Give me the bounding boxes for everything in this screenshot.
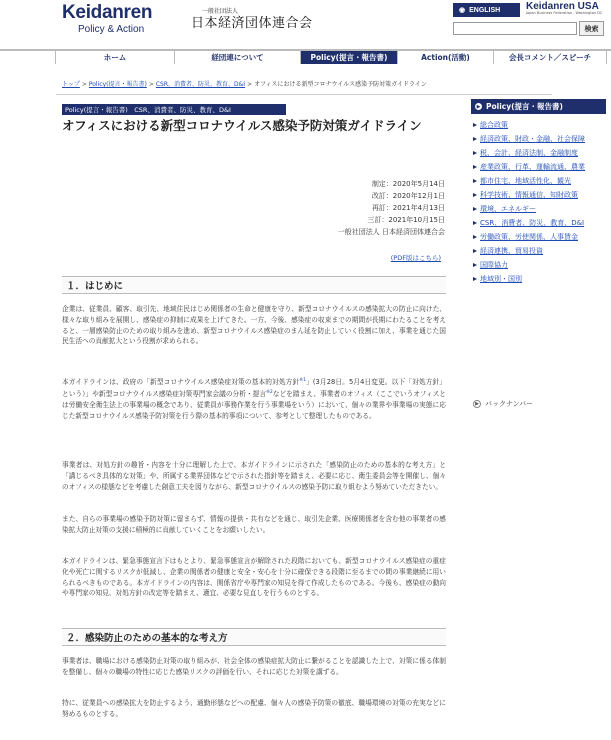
- breadcrumb: トップ > Policy(提言・報告書) > CSR、消費者、防災、教育、D&I > オフィスにおける新型コロナウイルス感染予防対策ガイドライン: [62, 81, 427, 88]
- sidebar-item-intl[interactable]: 国際協力: [473, 260, 607, 271]
- english-button[interactable]: [453, 3, 520, 17]
- sidebar-item-region[interactable]: 地域別・国別: [473, 274, 607, 285]
- nav-policy[interactable]: Policy(提言・報告書): [301, 51, 398, 64]
- paragraph: 本ガイドラインは、緊急事態宣言下はもとより、緊急事態宣言が解除された段階においても、新型コロナウイルス感染症の重症化や死亡に関するリスクが低減し、企業の関係者の健康と安全・安心を十分に確保できる段階に至るまでの間の事業継続に用いられるべきものである。本ガイドラインの内容は、関係省庁や専門家の知見を得て作成したものである。今後も、感染症の動向や専門家の知見、対処方針の改定等を踏まえ、適宜、必要な見直しを行うものとする。: [62, 557, 446, 598]
- meta-revised: 改訂：2020年12月1日: [371, 192, 445, 200]
- nav-about[interactable]: 経団連について: [175, 51, 301, 64]
- breadcrumb-current: オフィスにおける新型コロナウイルス感染予防対策ガイドライン: [254, 81, 427, 88]
- search-button[interactable]: 検索: [579, 21, 604, 36]
- section-heading-1: １．はじめに: [62, 276, 446, 294]
- sidebar-item-csr[interactable]: CSR、消費者、防災、教育、D&I: [473, 218, 607, 229]
- section-heading-2: ２．感染防止のための基本的な考え方: [62, 628, 446, 646]
- sidebar-heading: [471, 99, 606, 114]
- usa-logo-sub: Japan Business Federation - Washington DC: [526, 11, 603, 15]
- search-input[interactable]: [453, 22, 577, 35]
- sidebar-item-urban[interactable]: 都市住宅、地域活性化、観光: [473, 176, 607, 187]
- category-tag: Policy(提言・報告書) CSR、消費者、防災、教育、D&I: [62, 104, 286, 115]
- english-label: ENGLISH: [469, 6, 501, 14]
- sidebar-item-industry[interactable]: 産業政策、行革、運輸流通、農業: [473, 162, 607, 173]
- sidebar-item-general[interactable]: 総合政策: [473, 120, 607, 131]
- chevron-right-icon: ▶: [476, 103, 481, 110]
- back-number-label: バックナンバー: [485, 400, 534, 408]
- pdf-link[interactable]: (PDF版はこちら): [390, 254, 441, 262]
- nav-home[interactable]: ホーム: [55, 51, 175, 64]
- logo-jp[interactable]: 日本経済団体連合会: [191, 16, 313, 31]
- logo-subtitle: Policy & Action: [78, 24, 145, 35]
- article-meta: [338, 178, 445, 238]
- main-nav: [0, 49, 611, 64]
- paragraph: また、自らの事業場の感染予防対策に留まらず、情報の提供・共有などを通じ、取引先企業、医療関係者を含む他の事業者の感染拡大防止対策の支援に積極的に貢献していくことをお願いしたい。: [62, 515, 446, 534]
- globe-icon: ◉: [459, 7, 466, 14]
- breadcrumb-policy[interactable]: Policy(提言・報告書): [88, 81, 147, 88]
- page-title: オフィスにおける新型コロナウイルス感染予防対策ガイドライン: [62, 118, 422, 133]
- keidanren-usa-logo[interactable]: [526, 1, 606, 19]
- sidebar-item-science[interactable]: 科学技術、情報通信、知財政策: [473, 190, 607, 201]
- paragraph: 本ガイドラインは、政府の「新型コロナウイルス感染症対策の基本的対処方針$^{※1}$」(3月28日。5月4日変更。以下「対処方針」という）」や新型コロナウイルス感染症対策専門家会議の分析・提言$^{※2}$などを踏まえ、事業者のオフィス（ここでいうオフィスとは労働安全衛生法上の事業場の概念であり、従業員が事務作業を行う事業場をいう）において、個々の業界や事業場の実態に応じた新型コロナウイルス感染予防対策を行う際の基本的事項について、参考として整理したものである。: [62, 378, 446, 420]
- footnote-link-2[interactable]: ※2: [266, 390, 273, 396]
- usa-logo-text: Keidanren USA: [526, 1, 599, 12]
- paragraph: 企業は、従業員、顧客、取引先、地域住民はじめ関係者の生命と健康を守り、新型コロナウイルスの感染拡大の防止に向けた、様々な取り組みを展開し、感染症の抑制に成果を上げてきた。一方、今後、感染症の収束までの期間が長期にわたることを考えると、一層感染防止のための取り組みを進め、新型コロナウイルス感染症のまん延を防止していく役割に加え、事業を通じた国民生活への貢献拡大という役割が求められる。: [62, 305, 446, 346]
- sidebar-heading-label: Policy(提言・報告書): [486, 102, 563, 111]
- meta-org: 一般社団法人 日本経済団体連合会: [337, 228, 445, 236]
- logo-jp-small: 一般社団法人: [202, 8, 239, 15]
- chevron-right-icon: ▶: [473, 400, 481, 408]
- meta-enacted: 制定：2020年5月14日: [371, 180, 445, 188]
- divider: [56, 94, 552, 95]
- footnote-link-1[interactable]: ※1: [299, 378, 307, 383]
- sidebar-item-trade[interactable]: 経済連携、貿易投資: [473, 246, 607, 257]
- sidebar-item-tax[interactable]: 税、会計、経済法制、金融制度: [473, 148, 607, 159]
- meta-revised-3: 三訂：2021年10月15日: [367, 216, 445, 224]
- sidebar-list: [473, 120, 607, 288]
- paragraph: 事業者は、対処方針の趣旨・内容を十分に理解した上で、本ガイドラインに示された「感染防止のための基本的な考え方」と「講じるべき具体的な対策」や、所属する業界団体などで示された指針等を踏まえ、必要に応じ、衛生委員会等を開催し、個々のオフィスの様態などを考慮した創意工夫を図りながら、新型コロナウイルスの感染予防に取り組むよう努めていただきたい。: [62, 461, 446, 491]
- paragraph: 特に、従業員への感染拡大を防止するよう、通勤形態などへの配慮、個々人の感染予防策の徹底、職場環境の対策の充実などに努めるものとする。: [62, 699, 446, 718]
- back-number-link[interactable]: [473, 399, 533, 409]
- breadcrumb-top[interactable]: トップ: [62, 81, 80, 88]
- sidebar-item-labor[interactable]: 労働政策、労使関係、人事賃金: [473, 232, 607, 243]
- logo-keidanren[interactable]: Keidanren: [62, 2, 153, 23]
- nav-action[interactable]: Action(活動): [398, 51, 494, 64]
- site-header: [0, 0, 611, 48]
- meta-revised-2: 再訂：2021年4月13日: [371, 204, 445, 212]
- breadcrumb-csr[interactable]: CSR、消費者、防災、教育、D&I: [155, 81, 246, 88]
- sidebar-item-environment[interactable]: 環境、エネルギー: [473, 204, 607, 215]
- sidebar-item-economy[interactable]: 経済政策、財政・金融、社会保障: [473, 134, 607, 145]
- nav-comments[interactable]: 会長コメント／スピーチ: [494, 51, 607, 64]
- paragraph: 事業者は、職場における感染防止対策の取り組みが、社会全体の感染症拡大防止に繋がることを認識した上で、対策に係る体制を整備し、個々の職場の特性に応じた感染リスクの評価を行い、それに応じた対策を講ずる。: [62, 657, 446, 676]
